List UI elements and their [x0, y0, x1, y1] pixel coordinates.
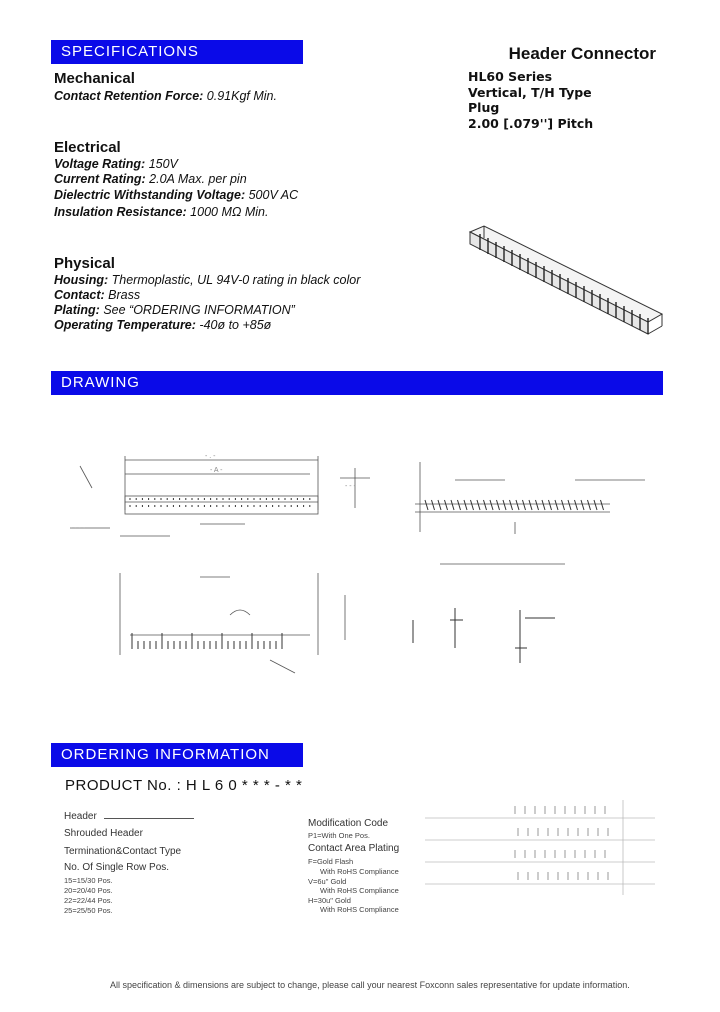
spec-contact [54, 288, 140, 302]
side-pin-mark [425, 500, 428, 510]
order-plating-note: With RoHS Compliance [320, 905, 399, 914]
series-type: Vertical, T/H Type [468, 85, 592, 100]
order-header: Header [64, 811, 97, 822]
side-pin-mark [536, 500, 539, 510]
order-plating-option: F=Gold Flash [308, 857, 354, 866]
spec-value: 150V [145, 157, 178, 171]
spec-value: 500V AC [245, 188, 299, 202]
spec-label: Current Rating: [54, 172, 146, 186]
side-pin-mark [445, 500, 448, 510]
spec-voltage-rating [54, 157, 178, 171]
order-plating-option: H=30u" Gold [308, 896, 351, 905]
side-pin-mark [471, 500, 474, 510]
spec-value: 0.91Kgf Min. [203, 89, 277, 103]
spec-current-rating [54, 172, 247, 186]
side-pin-mark [438, 500, 441, 510]
side-pin-mark [490, 500, 493, 510]
spec-housing [54, 273, 360, 287]
drawing-front-view [60, 448, 380, 548]
side-pin-mark [458, 500, 461, 510]
order-pos-option: 22=22/44 Pos. [64, 896, 113, 905]
side-pin-mark [464, 500, 467, 510]
order-pos-option: 20=20/40 Pos. [64, 886, 113, 895]
side-pin-mark [549, 500, 552, 510]
side-pin-mark [510, 500, 513, 510]
product-number: PRODUCT No. : H L 6 0 * * * - * * [65, 777, 303, 794]
side-pin-mark [432, 500, 435, 510]
order-pos-option: 25=25/50 Pos. [64, 906, 113, 915]
order-header-leader [104, 818, 194, 819]
svg-text:- A -: - A - [210, 467, 223, 474]
page-title: Header Connector [508, 44, 656, 63]
side-pin-mark [523, 500, 526, 510]
side-pin-mark [516, 500, 519, 510]
order-pos-title: No. Of Single Row Pos. [64, 862, 170, 873]
order-pos-option: 15=15/30 Pos. [64, 876, 113, 885]
spec-label: Dielectric Withstanding Voltage: [54, 188, 246, 202]
spec-plating [54, 303, 295, 317]
footer-note: All specification & dimensions are subject to change, please call your nearest Foxconn sales representative for update information. [110, 980, 630, 990]
drawing-pin-detail [405, 598, 565, 673]
side-pin-mark [581, 500, 584, 510]
spec-insulation-resistance [54, 205, 268, 219]
spec-label: Plating: [54, 303, 100, 317]
ordering-bar: ORDERING INFORMATION [51, 743, 303, 767]
spec-label: Voltage Rating: [54, 157, 146, 171]
series-pitch: 2.00 [.079''] Pitch [468, 116, 594, 131]
spec-value: See “ORDERING INFORMATION” [99, 303, 295, 317]
physical-title: Physical [54, 255, 115, 272]
side-pin-mark [529, 500, 532, 510]
order-plating-note: With RoHS Compliance [320, 867, 399, 876]
side-pin-mark [588, 500, 591, 510]
order-plating-note: With RoHS Compliance [320, 886, 399, 895]
series-name: HL60 Series [468, 69, 553, 84]
spec-label: Housing: [54, 273, 109, 287]
spec-label: Operating Temperature: [54, 318, 196, 332]
spec-label: Insulation Resistance: [54, 205, 187, 219]
svg-text:- . -: - . - [205, 453, 216, 460]
svg-text:- - - -: - - - - [70, 525, 86, 532]
connector-illustration [462, 222, 668, 344]
spec-value: Thermoplastic, UL 94V-0 rating in black color [108, 273, 361, 287]
side-pin-mark [601, 500, 604, 510]
side-pin-mark [575, 500, 578, 510]
svg-text:- - -: - - - [345, 483, 356, 490]
order-mod-title: Modification Code [308, 818, 389, 829]
spec-label: Contact: [54, 288, 105, 302]
order-plating-option: V=6u" Gold [308, 877, 347, 886]
series-kind: Plug [468, 100, 500, 115]
side-pin-mark [568, 500, 571, 510]
specifications-bar: SPECIFICATIONS [51, 40, 303, 64]
mechanical-title: Mechanical [54, 70, 135, 87]
spec-label: Contact Retention Force: [54, 89, 204, 103]
side-pin-mark [542, 500, 545, 510]
side-pin-mark [503, 500, 506, 510]
drawing-pcb-layout [110, 565, 360, 680]
side-pin-mark [484, 500, 487, 510]
spec-value: Brass [104, 288, 141, 302]
dimension-table [425, 800, 660, 900]
spec-dielectric-voltage [54, 188, 298, 202]
order-plating-title: Contact Area Plating [308, 843, 400, 854]
side-pin-mark [451, 500, 454, 510]
order-shrouded: Shrouded Header [64, 828, 143, 839]
drawing-side-view [395, 452, 665, 572]
spec-retention-force [54, 89, 277, 103]
side-pin-mark [594, 500, 597, 510]
electrical-title: Electrical [54, 139, 121, 156]
order-mod-option: P1=With One Pos. [308, 831, 370, 840]
side-pin-mark [497, 500, 500, 510]
spec-value: 1000 MΩ Min. [186, 205, 269, 219]
side-pin-mark [555, 500, 558, 510]
spec-value: 2.0A Max. per pin [145, 172, 247, 186]
side-pin-mark [562, 500, 565, 510]
drawing-bar: DRAWING [51, 371, 663, 395]
spec-value: -40ø to +85ø [195, 318, 272, 332]
spec-operating-temperature [54, 318, 271, 332]
order-termination: Termination&Contact Type [64, 846, 182, 857]
side-pin-mark [477, 500, 480, 510]
